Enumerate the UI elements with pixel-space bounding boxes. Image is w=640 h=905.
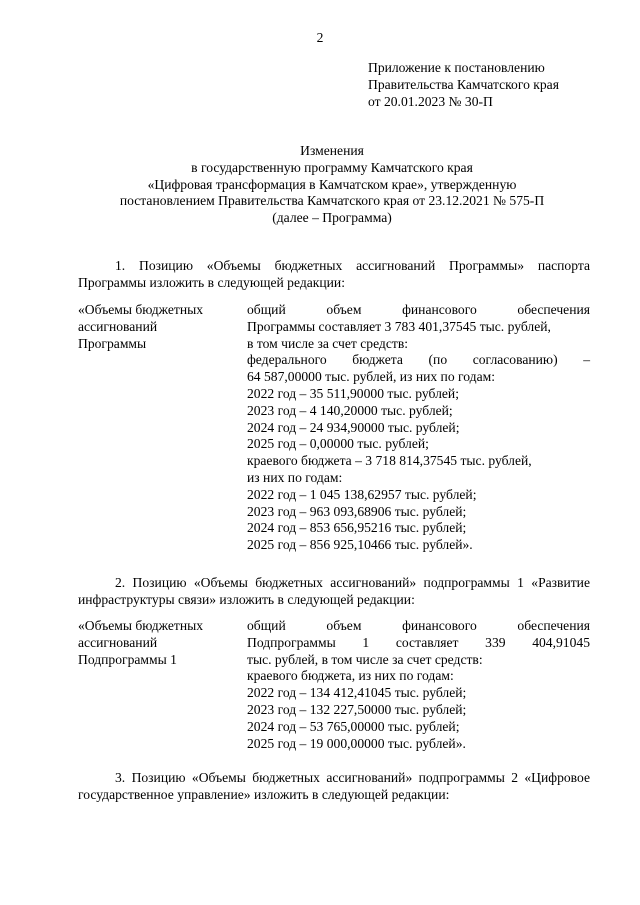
value-line: 2023 год – 963 093,68906 тыс. рублей; xyxy=(247,503,467,519)
label-line: Подпрограммы 1 xyxy=(78,651,177,667)
value-line: 2022 год – 134 412,41045 тыс. рублей; xyxy=(247,685,467,701)
value-line: 2023 год – 132 227,50000 тыс. рублей; xyxy=(247,701,467,717)
value-line: 2022 год – 35 511,90000 тыс. рублей; xyxy=(247,385,459,401)
title-line: (далее – Программа) xyxy=(272,210,392,226)
page-number: 2 xyxy=(316,30,324,45)
value-line: Подпрограммы 1 составляет 339 404,91045 xyxy=(247,634,590,650)
value-line: Программы составляет 3 783 401,37545 тыс. рублей, xyxy=(247,318,551,334)
value-line: 2023 год – 4 140,20000 тыс. рублей; xyxy=(247,402,453,418)
value-line: из них по годам: xyxy=(247,469,343,485)
value-line: краевого бюджета, из них по годам: xyxy=(247,668,454,684)
title-line: Изменения xyxy=(300,143,364,158)
item-2-paragraph: 2. Позицию «Объемы бюджетных ассигнований» подпрограммы 1 «Развитие инфраструктуры связи» изложить в следующей редакции: xyxy=(78,575,590,607)
value-line: 2025 год – 0,00000 тыс. рублей; xyxy=(247,436,429,452)
appendix-line: от 20.01.2023 № 30-П xyxy=(368,93,493,109)
appendix-line: Правительства Камчатского края xyxy=(368,76,559,92)
value-line: федерального бюджета (по согласованию) – xyxy=(247,352,590,368)
label-line: «Объемы бюджетных xyxy=(78,302,204,317)
item-3-paragraph: 3. Позицию «Объемы бюджетных ассигнований» подпрограммы 2 «Цифровое государственное управление» изложить в следующей редакции: xyxy=(78,770,590,802)
document-title xyxy=(60,143,604,227)
title-line: в государственную программу Камчатского края xyxy=(191,159,473,175)
value-line: 2024 год – 53 765,00000 тыс. рублей; xyxy=(247,718,460,734)
item-1-paragraph: 1. Позицию «Объемы бюджетных ассигнований Программы» паспорта Программы изложить в следующей редакции: xyxy=(78,258,590,290)
value-line: краевого бюджета – 3 718 814,37545 тыс. рублей, xyxy=(247,453,532,469)
value-line: 2022 год – 1 045 138,62957 тыс. рублей; xyxy=(247,486,477,502)
label-line: ассигнований xyxy=(78,318,158,334)
item-2-value xyxy=(247,618,590,752)
title-line: «Цифровая трансформация в Камчатском крае», утвержденную xyxy=(147,176,517,192)
value-line: 2024 год – 24 934,90000 тыс. рублей; xyxy=(247,419,460,435)
value-line: 64 587,00000 тыс. рублей, из них по годам: xyxy=(247,369,495,385)
title-line: постановлением Правительства Камчатского края от 23.12.2021 № 575-П xyxy=(119,193,545,209)
item-1-label xyxy=(78,302,238,352)
value-line: 2024 год – 853 656,95216 тыс. рублей; xyxy=(247,520,467,536)
label-line: Программы xyxy=(78,335,147,351)
appendix-line: Приложение к постановлению xyxy=(368,60,545,75)
appendix-header xyxy=(368,60,618,110)
value-line: 2025 год – 856 925,10466 тыс. рублей». xyxy=(247,537,473,553)
value-line: тыс. рублей, в том числе за счет средств: xyxy=(247,651,483,667)
value-line: 2025 год – 19 000,00000 тыс. рублей». xyxy=(247,735,466,751)
item-2-label xyxy=(78,618,238,668)
value-line: в том числе за счет средств: xyxy=(247,335,409,351)
item-1-value xyxy=(247,302,590,554)
value-line: общий объем финансового обеспечения xyxy=(247,302,590,317)
label-line: «Объемы бюджетных xyxy=(78,618,204,633)
value-line: общий объем финансового обеспечения xyxy=(247,618,590,633)
label-line: ассигнований xyxy=(78,634,158,650)
item-1-budget-block xyxy=(78,302,590,562)
item-2-budget-block xyxy=(78,618,590,758)
